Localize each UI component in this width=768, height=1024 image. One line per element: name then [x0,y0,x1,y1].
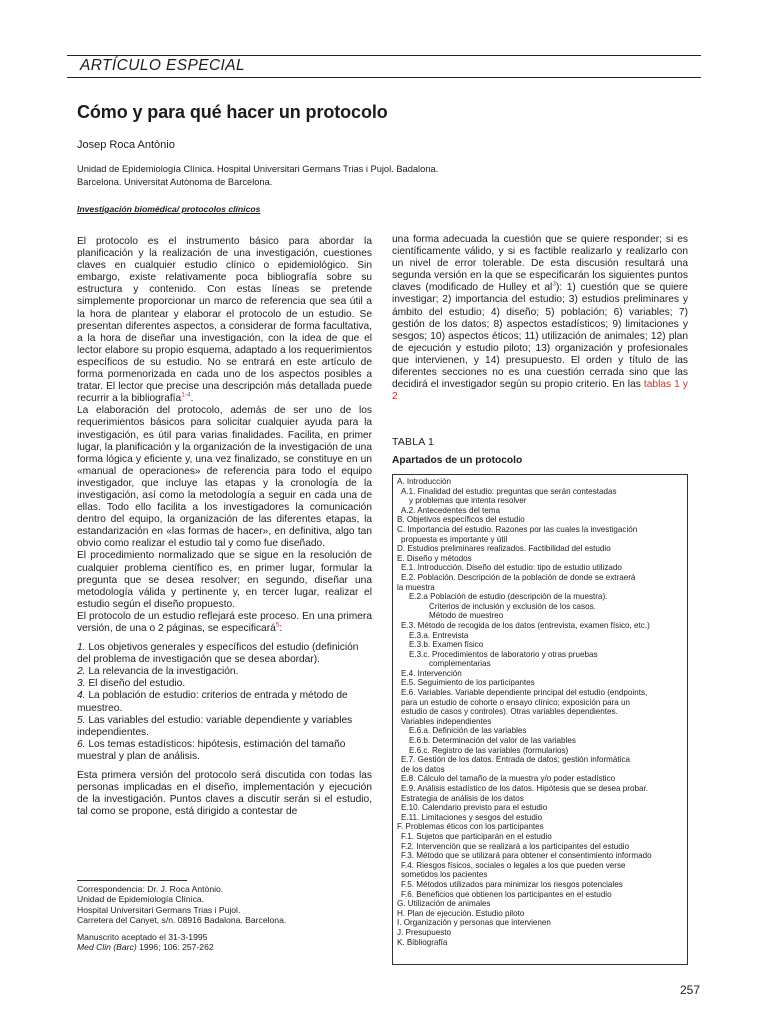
table-row: estudio de casos y controles). Otras variables dependientes. [401,707,618,717]
table-row: K. Bibliografía [397,937,448,947]
footnotes [77,884,377,952]
table-row: J. Presupuesto [397,927,451,937]
table-caption: TABLA 1 [392,436,435,448]
list-item-text: Los temas estadísticos: hipótesis, estimación del tamaño muestral y plan de análisis. [77,738,346,762]
table-row: D. Estudios preliminares realizados. Factibilidad del estudio [397,544,611,554]
table-row: C. Importancia del estudio. Razones por las cuales la investigación [397,524,638,534]
table-row: Variables independientes [401,716,492,726]
table-row: B. Objetivos específicos del estudio [397,515,525,525]
table-row: Estrategia de análisis de los datos [401,793,524,803]
table-row: E.6.b. Determinación del valor de las variables [409,736,576,746]
correspondence-address: Carretera del Canyet, s/n. 08916 Badalona. Barcelona. [77,915,287,926]
table-row: E.5. Seguimiento de los participantes [401,678,535,688]
table-row: I. Organización y personas que intervienen [397,918,551,928]
table-row: E.10. Calendario previsto para el estudio [401,803,548,813]
correspondence-hospital: Hospital Universitari Germans Trias i Pujol. [77,904,241,915]
table-row: y problemas que intenta resolver [409,496,527,506]
table-row: E.3.b. Examen físico [409,640,484,650]
list-item-number: 2. [77,666,86,678]
table-row: E.7. Gestión de los datos. Entrada de datos; gestión informática [401,755,631,765]
table-row: F.1. Sujetos que participarán en el estudio [401,831,552,841]
header-top-rule [67,55,701,56]
table-row: F.3. Método que se utilizará para obtener el consentimiento informado [401,851,652,861]
table-row: F.6. Beneficios que obtienen los participantes en el estudio [401,889,612,899]
table-row: E.3.c. Procedimientos de laboratorio y otras pruebas [409,649,598,659]
paragraph: una forma adecuada la cuestión que se quiere responder; si es científicamente válido, y si es factible realizarlo y realizarlo con un nivel de error tolerable. De esta discusión resultará una segunda versión en la que se especificarán los siguientes puntos claves (modificado de Hulley et $al^3$): 1) cuestión que se quiere investigar; 2) importancia del estudio; 3) estudios preliminares y ámbito del estudio; 4) diseño; 5) población; 6) variables; 7) gestión de los datos; 8) aspectos estadísticos; 9) limitaciones y sesgos; 10) aspectos éticos; 11) utilización de animales; 12) plan de ejecución y estudio piloto; 13) organización y profesionales que intervienen, y 14) presupuesto. El orden y título de las diferentes secciones no es una cuestión cerrada sino que las decidirá el investigador según su propio criterio. En las tablas 1 y 2 [392,234,688,403]
article-title: Cómo y para qué hacer un protocolo [77,102,388,122]
paragraph: El protocolo es el instrumento básico para abordar la planificación y la realización de una investigación, cuestiones claves en cualquier estudio clínico o epidemiológico. Sin embargo, existe relativamente poca bibliografía sobre su estructura y contenido. Con estas líneas se pretende simplemente proporcionar un marco de referencia que sea útil a la hora de plantear y elaborar el protocolo de un estudio. Se presentan diferentes aspectos, a considerar de forma facultativa, a la hora de diseñar una investigación, con la idea de que el lector elabore su propio esquema, adaptado a los requerimientos específicos de su estudio. No se entrará en este artículo de forma pormenorizada en cada uno de los aspectos posibles a tratar. El lector que precise una descripción más detallada puede recurrir a la bibliografía$^{1-4}$. [77,236,372,405]
table-row: E.4. Intervención [401,668,462,678]
table-row: E.2.a Población de estudio (descripción de la muestra). [409,592,608,602]
table-row: sometidos los pacientes [401,870,488,880]
table-row: propuesta es importante y útil [401,534,508,544]
table-row: E. Diseño y métodos [397,553,472,563]
table-row: H. Plan de ejecución. Estudio piloto [397,908,525,918]
affiliation [77,163,497,189]
list-item-number: 3. [77,678,86,690]
correspondence-unit: Unidad de Epidemiología Clínica. [77,894,205,905]
journal-name: Med Clin (Barc) [77,942,137,953]
affiliation-line: Unidad de Epidemiología Clínica. Hospital Universitari Germans Trias i Pujol. Badalona. [77,164,439,174]
page-number: 257 [680,983,701,997]
table-row: F.2. Intervención que se realizará a los participantes del estudio [401,841,630,851]
author: Josep Roca Antònio [77,139,175,151]
paragraph: La elaboración del protocolo, además de ser uno de los requerimientos básicos para solicitar cualquier ayuda para la investigación, es útil para varias finalidades. Facilita, en primer lugar, la planificación y la organización de la investigación de una forma lógica y eficiente y, una vez finalizado, se constituye en un «manual de operaciones» de referencia para todo el equipo investigador, que incluye las etapas y la cronología de la investigación, así como la metodología a seguir en cada una de ellas. Todo ello facilita a los investigadores la comunicación dentro del equipo, la organización de las diferentes etapas, la estandarización en «las formas de hacer», en definitiva, algo tan obvio como realizar el estudio tal y como fue diseñado. [77,405,372,550]
table-row: E.9. Análisis estadístico de los datos. Hipótesis que se desea probar. [401,784,649,793]
table-row: E.6. Variables. Variable dependiente principal del estudio (endpoints, [401,688,648,698]
citation-details: 1996; 106: 257-262 [136,942,214,953]
numbered-list [77,642,372,763]
list-item-number: 1. [77,642,86,654]
left-column [77,236,372,818]
table-title: Apartados de un protocolo [392,455,523,466]
list-item [77,715,372,739]
table-1 [392,474,688,965]
section-label: ARTÍCULO ESPECIAL [80,57,246,74]
list-item-text: El diseño del estudio. [85,678,186,690]
table-row: E.1. Introducción. Diseño del estudio: tipo de estudio utilizado [401,563,622,573]
table-row: complementarias [429,659,491,669]
list-item [77,739,372,763]
paragraph: El protocolo de un estudio reflejará este proceso. En una primera versión, de una o 2 páginas, se especificará$^5$: [77,610,372,634]
table-row: E.8. Cálculo del tamaño de la muestra y/o poder estadístico [401,774,616,784]
table-row: E.3. Método de recogida de los datos (entrevista, examen físico, etc.) [401,620,650,630]
list-item [77,666,372,678]
footnote-rule [77,880,187,881]
list-item-text: Las variables del estudio: variable dependiente y variables independientes. [77,714,353,738]
table-row: F. Problemas éticos con los participantes [397,822,544,832]
affiliation-line: Barcelona. Universitat Autònoma de Barcelona. [77,177,273,187]
paragraph: El procedimiento normalizado que se sigue en la resolución de cualquier problema científico es, en primer lugar, formular la pregunta que se desea resolver; en segundo, diseñar una metodología válida y pertinente y, en tercer lugar, realizar el estudio según el diseño propuesto. [77,550,372,610]
table-row: A. Introducción [397,477,451,486]
list-item [77,690,372,714]
table-row: Criterios de inclusión y exclusión de los casos. [429,601,596,611]
table-row: para un estudio de cohorte o ensayo clínico; exposición para un [401,697,631,707]
table-row: de los datos [401,764,445,774]
table-row: E.6.c. Registro de las variables (formularios) [409,745,569,755]
table-row: F.4. Riesgos físicos, sociales o legales a los que pueden verse [401,860,626,870]
table-row: E.6.a. Definición de las variables [409,726,527,736]
list-item-number: 5. [77,714,86,726]
reference-link[interactable]: 3 [552,280,556,288]
list-item-number: 6. [77,738,86,750]
table-row: E.11. Limitaciones y sesgos del estudio [401,812,543,822]
accepted-date: Manuscrito aceptado el 31-3-1995 [77,931,208,942]
paragraph: Esta primera versión del protocolo será discutida con todas las personas implicadas en el diseño, implementación y ejecución de la investigación. Puntos claves a discutir serán si el estudio, tal como se propone, está dirigido a contestar de [77,770,372,818]
table-row: A.1. Finalidad del estudio: preguntas que serán contestadas [401,486,617,496]
citation [77,942,377,952]
tables-link[interactable]: tablas 1 y 2 [392,379,688,403]
table-row: Método de muestreo [429,611,504,621]
table-row: G. Utilización de animales [397,899,491,909]
list-item-text: La relevancia de la investigación. [85,666,239,678]
right-column [392,234,688,403]
table-row: E.2. Población. Descripción de la población de donde se extraerá [401,572,636,582]
correspondence: Correspondencia: Dr. J. Roca Antònio. [77,884,224,894]
keywords: Investigación biomédica/ protocolos clínicos [77,204,261,214]
list-item [77,678,372,690]
table-row: F.5. Métodos utilizados para minimizar los riesgos potenciales [401,879,623,889]
table-row: E.3.a. Entrevista [409,630,469,640]
list-item-text: La población de estudio: criterios de entrada y método de muestreo. [77,690,348,714]
list-item-number: 4. [77,690,86,702]
reference-link[interactable]: 1-4 [181,391,191,399]
header-bottom-rule [67,77,701,78]
table-row: A.2. Antecedentes del tema [401,505,500,515]
list-item-text: Los objetivos generales y específicos del estudio (definición del problema de investigación que se desea abordar). [77,642,359,666]
reference-link[interactable]: 5 [275,621,280,629]
table-row: la muestra [397,582,435,592]
list-item [77,642,372,666]
